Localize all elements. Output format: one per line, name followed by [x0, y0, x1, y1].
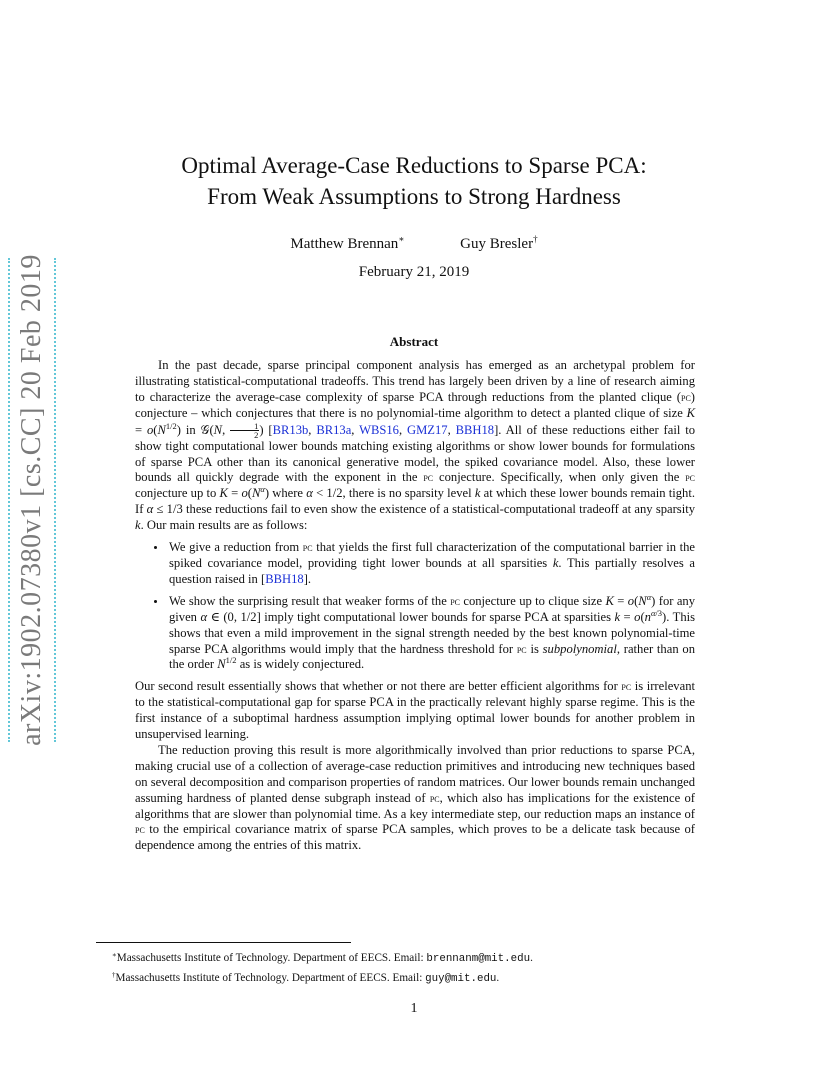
- footnote: [112, 967, 732, 987]
- title-line-1: Optimal Average-Case Reductions to Sparse PCA:: [181, 153, 647, 178]
- footnote-mark: ∗: [112, 951, 117, 959]
- list-item: • We show the surprising result that weaker forms of the pc conjecture up to clique size $K = o(N^\alpha)$ for any given α ∈ (0, 1/2] imply tight computational lower bounds for sparse PCA at sparsities $k = o(n^{\alpha/3})$. This shows that even a mild improvement in the signal strength needed by the best known polynomial-time sparse PCA algorithms would imply that the hardness threshold for pc is subpolynomial, rather than on the order $N^{1/2}$ as is widely conjectured.: [167, 594, 695, 674]
- author-list: [0, 229, 828, 254]
- citation-link[interactable]: BR13a: [316, 422, 352, 437]
- footnote: [112, 947, 732, 967]
- title-line-2: From Weak Assumptions to Strong Hardness: [207, 184, 621, 209]
- citation-link[interactable]: GMZ17: [407, 422, 448, 437]
- email-address[interactable]: guy@mit.edu: [425, 973, 497, 985]
- abstract-paragraph: In the past decade, sparse principal component analysis has emerged as an archetypal problem for illustrating statistical-computational tradeoffs. This trend has largely been driven by a line of research aiming to characterize the average-case complexity of sparse PCA through reductions from the planted clique (pc) conjecture – which conjectures that there is no polynomial-time algorithm to detect a planted clique of size $K = o(N^{1/2})$ in 𝒢(N, $\frac{1}{2}$ ) [BR13b, BR13a, WBS16, GMZ17, BBH18]. All of these reductions either fail to show tight computational lower bounds matching existing algorithms or show lower bounds for formulations of sparse PCA other than its canonical generative model, the spiked covariance model. Also, these lower bounds all quickly degrade with the exponent in the pc conjecture. Specifically, when only given the pc conjecture up to $K = o(N^\alpha)$ where α < 1/2, there is no sparsity level k at which these lower bounds remain tight. If α ≤ 1/3 these reductions fail to even show the existence of a statistical-computational tradeoff at any sparsity k. Our main results are as follows:: [135, 358, 695, 533]
- list-item: • We give a reduction from pc that yields the first full characterization of the computational barrier in the spiked covariance model, providing tight lower bounds at all sparsities k. This partially resolves a question raised in [BBH18].: [167, 540, 695, 588]
- author-name: Guy Bresler: [460, 236, 534, 252]
- arxiv-stamp: [8, 254, 56, 746]
- results-list: [135, 540, 695, 673]
- abstract-paragraph: Our second result essentially shows that whether or not there are better efficient algorithms for pc is irrelevant to the statistical-computational gap for sparse PCA in the practically relevant highly sparse regime. This is the first instance of a suboptimal hardness assumption implying optimal lower bounds for another problem in unsupervised learning.: [135, 679, 695, 742]
- author: [290, 229, 404, 254]
- footnote-mark[interactable]: †: [533, 234, 538, 244]
- publication-date: February 21, 2019: [358, 264, 470, 280]
- abstract-paragraph: The reduction proving this result is more algorithmically involved than prior reductions to sparse PCA, making crucial use of a collection of average-case reduction primitives and introducing new techniques based on several decomposition and comparison properties of random matrices. Our lower bounds remain unchanged assuming hardness of planted dense subgraph instead of pc, which also has implications for the existence of algorithms that are slower than polynomial time. As a key intermediate step, our reduction maps an instance of pc to the empirical covariance matrix of sparse PCA samples, which proves to be a delicate task because of dependence among the entries of this matrix.: [135, 742, 695, 853]
- citation-link[interactable]: BBH18: [455, 422, 495, 437]
- abstract-body: [135, 358, 695, 854]
- author: [460, 229, 537, 254]
- author-name: Matthew Brennan: [290, 236, 399, 252]
- citation-link[interactable]: BBH18: [265, 571, 304, 586]
- paper-title: [0, 150, 828, 212]
- abstract-heading: Abstract: [389, 334, 439, 349]
- footnote-rule: [96, 942, 351, 943]
- footnote-text: Massachusetts Institute of Technology. Department of EECS. Email:: [115, 972, 426, 984]
- footnote-end: .: [530, 952, 533, 964]
- footnote-mark: †: [112, 971, 116, 979]
- footnote-mark[interactable]: ∗: [398, 234, 405, 244]
- page-number: 1: [410, 1001, 418, 1016]
- footnotes: [112, 947, 732, 987]
- footnote-end: .: [496, 972, 500, 984]
- email-address[interactable]: brennanm@mit.edu: [426, 953, 531, 965]
- footnote-text: Massachusetts Institute of Technology. Department of EECS. Email:: [116, 952, 427, 964]
- arxiv-identifier[interactable]: arXiv:1902.07380v1 [cs.CC] 20 Feb 2019: [16, 254, 47, 746]
- citation-link[interactable]: WBS16: [359, 422, 399, 437]
- citation-link[interactable]: BR13b: [272, 422, 309, 437]
